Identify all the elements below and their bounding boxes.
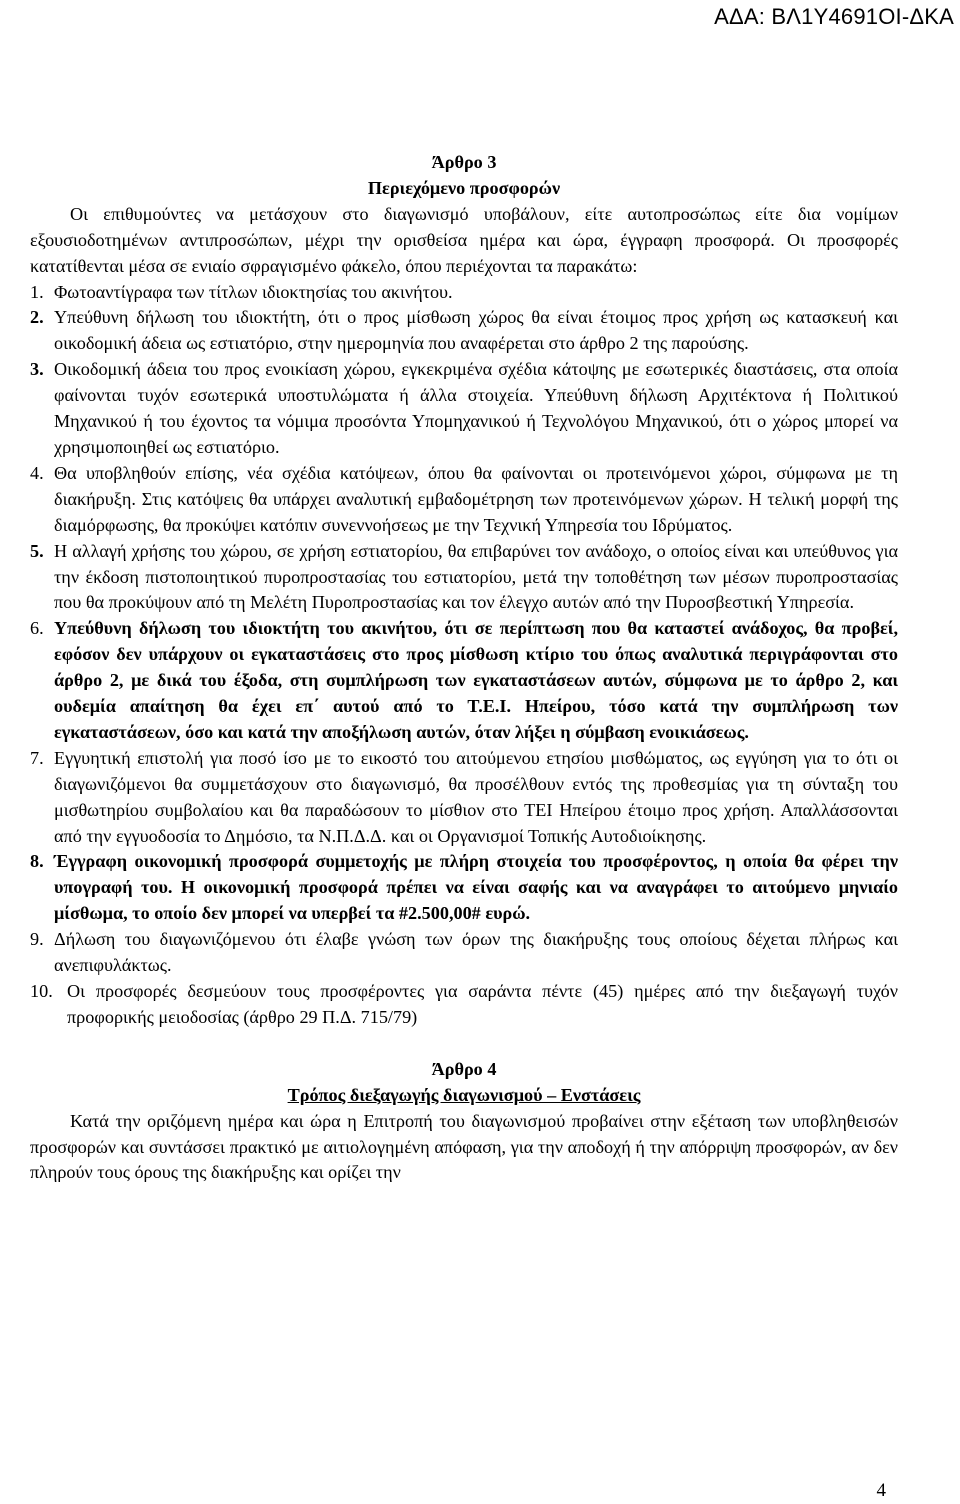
- item-number: 4.: [30, 462, 44, 483]
- item-number: 5.: [30, 540, 44, 561]
- item-text: Έγγραφη οικονομική προσφορά συμμετοχής με πλήρη στοιχεία του προσφέροντος, η οποία θα φέρει την υπογραφή του. Η οικονομική προσφορά πρέπει να είναι σαφής και να αναγράφει το αιτούμενο μηνιαίο μίσθωμα, το οποίο δεν μπορεί να υπερβεί τα #2.500,00# ευρώ.: [54, 851, 898, 924]
- article-3-heading: Άρθρο 3: [431, 152, 497, 172]
- page-number: 4: [876, 1480, 886, 1501]
- item-number: 9.: [30, 929, 44, 950]
- item-number: 8.: [30, 851, 44, 872]
- document-body: [30, 150, 898, 1186]
- item-text: Θα υποβληθούν επίσης, νέα σχέδια κατόψεων, όπου θα φαίνονται οι προτεινόμενοι χώροι, σύμφωνα με τη διακήρυξη. Στις κατόψεις θα υπάρχει αναλυτική εμβαδομέτρηση των προτεινόμενων χώρων. Η τελική μορφή της διαμόρφωσης, θα προκύψει κατόπιν συνεννοήσεως με την Τεχνική Υπηρεσία του Ιδρύματος.: [54, 462, 898, 535]
- item-number: 3.: [30, 359, 44, 380]
- item-text: Οικοδομική άδεια του προς ενοικίαση χώρου, εγκεκριμένα σχέδια κάτοψης με εσωτερικές διαστάσεις, στα οποία φαίνονται τυχόν εσωτερικά υποστυλώματα ή άλλα στοιχεία. Υπεύθυνη δήλωση Αρχιτέκτονα ή Πολιτικού Μηχανικού ή του έχοντος τα νόμιμα προσόντα Υπομηχανικού ή Τεχνολόγου Μηχανικού, ότι ο χώρος μπορεί να χρησιμοποιηθεί ως εστιατόριο.: [54, 359, 898, 457]
- article-4-heading: Άρθρο 4: [431, 1058, 497, 1079]
- item-text: Εγγυητική επιστολή για ποσό ίσο με το εικοστό του αιτούμενου ετησίου μισθώματος, ως εγγύηση για το ότι οι διαγωνιζόμενοι θα συμμετάσχουν στο διαγωνισμό, θα προσέλθουν εντός της προθεσμίας για τη σύνταξη του μισθωτηρίου συμβολαίου και θα παραδώσουν το μίσθιον στο ΤΕΙ Ηπείρου έτοιμο προς χρήση. Απαλλάσσονται από την εγγυοδοσία το Δημόσιο, τα Ν.Π.Δ.Δ. και οι Οργανισμοί Τοπικής Αυτοδιοίκησης.: [54, 747, 898, 846]
- item-number: 6.: [30, 618, 44, 639]
- article-4-intro: Κατά την οριζόμενη ημέρα και ώρα η Επιτροπή του διαγωνισμού προβαίνει στην εξέταση των υποβληθεισών προσφορών και συντάσσει πρακτικό με αιτιολογημένη απόφαση, για την αποδοχή ή την απόρριψη προσφορών, αν δεν πληρούν τους όρους της διακήρυξης και ορίζει την: [30, 1110, 898, 1183]
- item-number: 10.: [30, 981, 53, 1001]
- list-item: [30, 461, 898, 539]
- article-4-title: Τρόπος διεξαγωγής διαγωνισμού – Ενστάσεις: [287, 1084, 641, 1105]
- list-item: [30, 616, 898, 746]
- list-item: [30, 979, 898, 1031]
- item-number: 1.: [30, 281, 44, 302]
- article-3-intro: Οι επιθυμούντες να μετάσχουν στο διαγωνισμό υποβάλουν, είτε αυτοπροσώπως είτε δια νομίμων εξουσιοδοτημένων αντιπροσώπων, μέχρι την ορισθείσα ημέρα και ώρα, έγγραφη προσφορά. Οι προσφορές κατατίθενται μέσα σε ενιαίο σφραγισμένο φάκελο, όπου περιέχονται τα παρακάτω:: [30, 203, 898, 276]
- item-text: Υπεύθυνη δήλωση του ιδιοκτήτη του ακινήτου, ότι σε περίπτωση που θα καταστεί ανάδοχος, θα προβεί, εφόσον δεν υπάρχουν οι εγκαταστάσεις στο προς μίσθωση κτίριο του όπως αναλυτικά περιγράφονται στο άρθρο 2, με δικά του έξοδα, στη συμπλήρωση των εγκαταστάσεων αυτών, σύμφωνα με το άρθρο 2, και ουδεμία απαίτηση θα έχει επ΄ αυτού από το Τ.Ε.Ι. Ηπείρου, τόσο κατά την συμπλήρωση των εγκαταστάσεων, όσο και κατά την αποξήλωση αυτών, όταν λήξει η σύμβαση ενοικιάσεως.: [54, 618, 898, 742]
- list-item: [30, 539, 898, 617]
- list-item: [30, 357, 898, 461]
- item-text: Η αλλαγή χρήσης του χώρου, σε χρήση εστιατορίου, θα επιβαρύνει τον ανάδοχο, ο οποίος είναι και υπεύθυνος για την έκδοση πιστοποιητικού πυροπροστασίας του εστιατορίου, μετά την τοποθέτηση των μέσων πυροπροστασίας που θα προκύψουν από τη Μελέτη Πυροπροστασίας και τον έλεγχο αυτών από την Πυροσβεστική Υπηρεσία.: [54, 540, 898, 613]
- item-text: Δήλωση του διαγωνιζόμενου ότι έλαβε γνώση των όρων της διακήρυξης τους οποίους δέχεται πλήρως και ανεπιφυλάκτως.: [54, 929, 898, 976]
- item-number: 2.: [30, 307, 44, 328]
- item-text: Υπεύθυνη δήλωση του ιδιοκτήτη, ότι ο προς μίσθωση χώρος θα είναι έτοιμος προς χρήση ως κατασκευή και οικοδομική άδεια ως εστιατόριο, στην ημερομηνία που αναφέρεται στο άρθρο 2 της παρούσης.: [54, 307, 898, 354]
- item-text: Φωτοαντίγραφα των τίτλων ιδιοκτησίας του ακινήτου.: [54, 281, 453, 302]
- article-3-title: Περιεχόμενο προσφορών: [367, 177, 561, 198]
- list-item: [30, 849, 898, 927]
- item-text: Οι προσφορές δεσμεύουν τους προσφέροντες για σαράντα πέντε (45) ημέρες από την διεξαγωγή τυχόν προφορικής μειοδοσίας (άρθρο 29 Π.Δ. 715/79): [67, 981, 898, 1027]
- list-item: [30, 280, 898, 306]
- list-item: [30, 746, 898, 850]
- section-gap: [30, 1031, 898, 1057]
- item-number: 7.: [30, 747, 44, 768]
- list-item: [30, 305, 898, 357]
- list-item: [30, 927, 898, 979]
- document-code: ΑΔΑ: ΒΛ1Υ4691ΟΙ-ΔΚΑ: [714, 4, 954, 29]
